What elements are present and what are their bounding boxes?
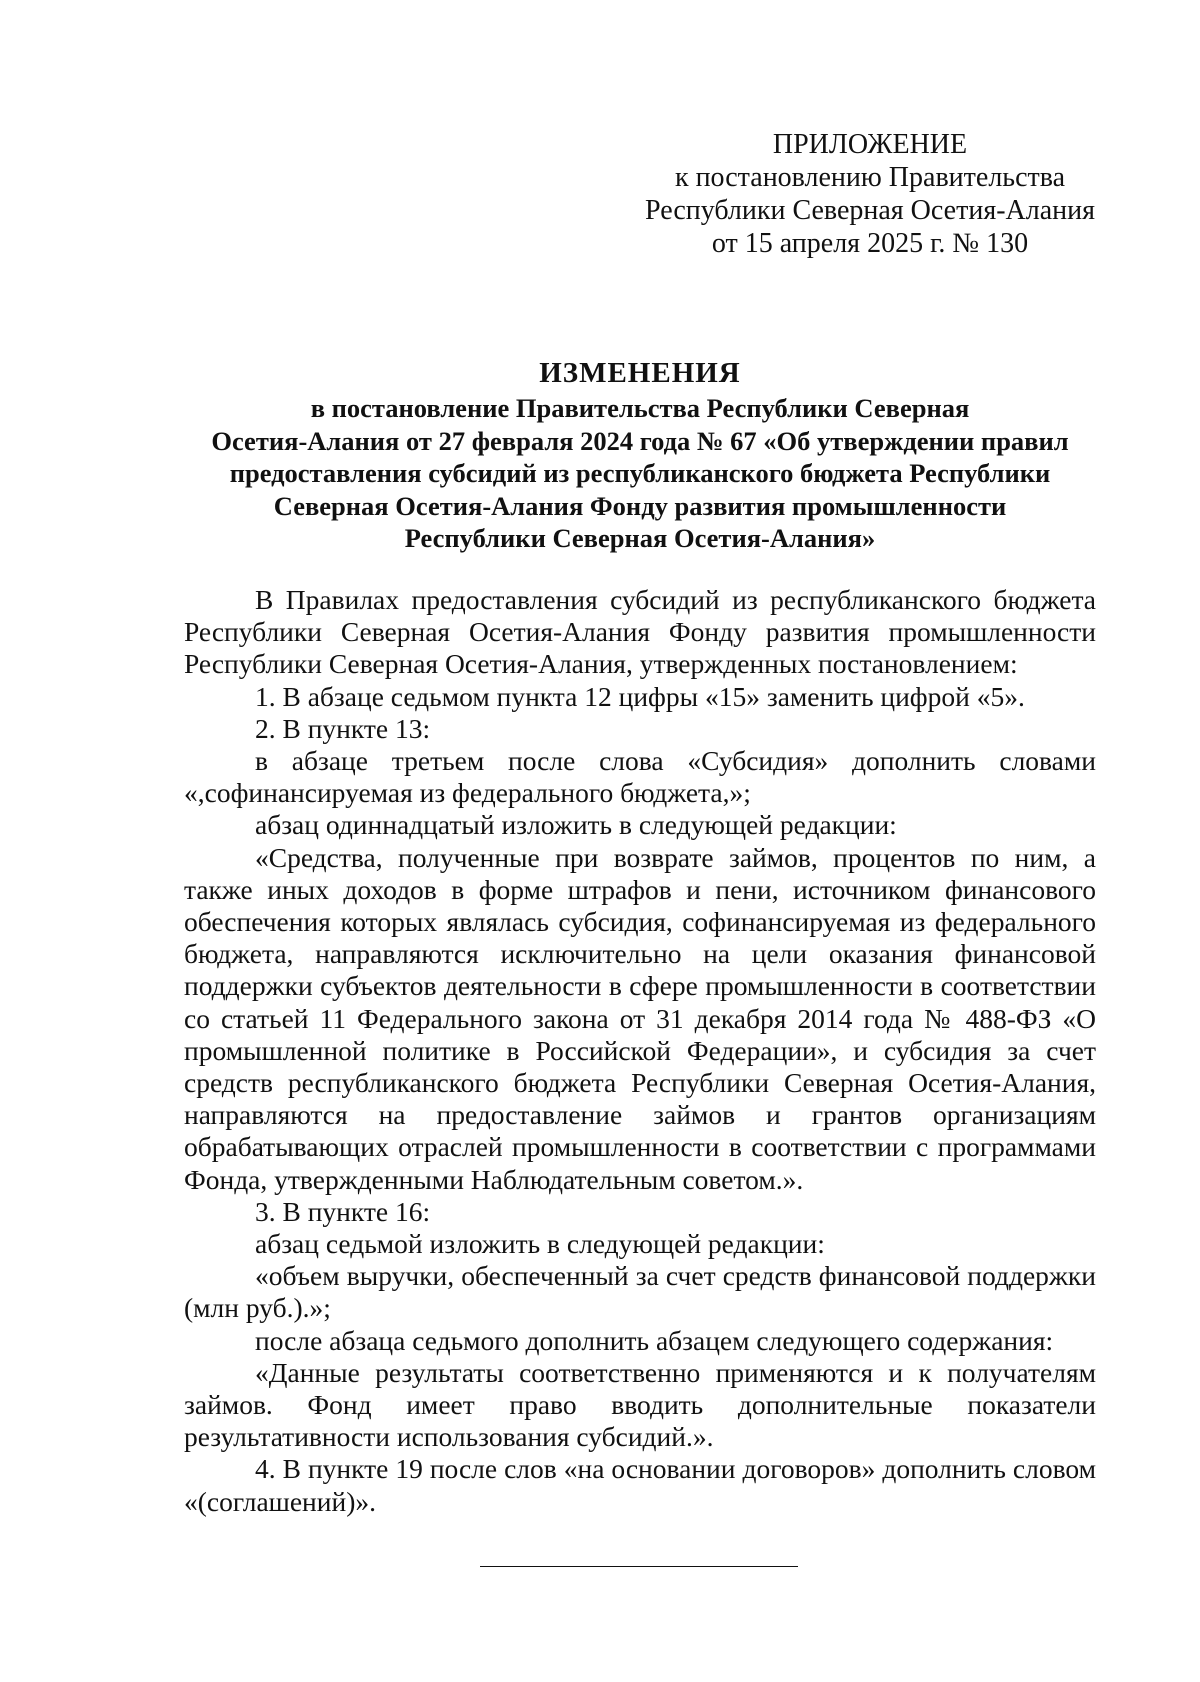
paragraph-item-4: 4. В пункте 19 после слов «на основании договоров» дополнить словом «(соглашений)». bbox=[184, 1453, 1096, 1517]
paragraph: абзац седьмой изложить в следующей редакции: bbox=[255, 1228, 825, 1260]
closing-divider bbox=[480, 1566, 798, 1567]
appendix-republic: Республики Северная Осетия-Алания bbox=[645, 195, 1095, 226]
document-title bbox=[180, 356, 1100, 555]
appendix-header bbox=[640, 128, 1100, 260]
title-line: Северная Осетия-Алания Фонду развития промышленности bbox=[273, 490, 1007, 521]
paragraph-item-2: 2. В пункте 13: bbox=[255, 712, 431, 744]
paragraph: после абзаца седьмого дополнить абзацем следующего содержания: bbox=[255, 1324, 1054, 1356]
paragraph-intro: В Правилах предоставления субсидий из республиканского бюджета Республики Северная Осетия-Алания Фонду развития промышленности Республики Северная Осетия-Алания, утвержденных постановлением: bbox=[184, 584, 1096, 680]
title-line: Республики Северная Осетия-Алания» bbox=[404, 523, 876, 553]
appendix-resolution-ref: к постановлению Правительства bbox=[674, 162, 1066, 193]
paragraph-item-1: 1. В абзаце седьмом пункта 12 цифры «15» заменить цифрой «5». bbox=[255, 680, 1025, 712]
appendix-label: ПРИЛОЖЕНИЕ bbox=[772, 129, 968, 160]
appendix-date-number: от 15 апреля 2025 г. № 130 bbox=[711, 228, 1029, 259]
paragraph-quote: «объем выручки, обеспеченный за счет средств финансовой поддержки (млн руб.).»; bbox=[184, 1260, 1096, 1324]
paragraph: в абзаце третьем после слова «Субсидия» дополнить словами «,софинансируемая из федерального бюджета,»; bbox=[184, 745, 1096, 809]
page-title: ИЗМЕНЕНИЯ bbox=[539, 357, 741, 389]
paragraph: абзац одиннадцатый изложить в следующей редакции: bbox=[255, 809, 897, 841]
document-body bbox=[184, 584, 1096, 1518]
paragraph-quote: «Данные результаты соответственно применяются и к получателям займов. Фонд имеет право вводить дополнительные показатели результативности использования субсидий.». bbox=[184, 1356, 1096, 1453]
title-line: предоставления субсидий из республиканского бюджета Республики bbox=[229, 458, 1051, 488]
paragraph-item-3: 3. В пункте 16: bbox=[255, 1195, 431, 1227]
title-line: в постановление Правительства Республики Северная bbox=[310, 393, 970, 423]
paragraph-quote: «Средства, полученные при возврате займов, процентов по ним, а также иных доходов в форме штрафов и пени, источником финансового обеспечения которых являлась субсидия, софинансируемая из федерального бюджета, направляются исключительно на цели оказания финансовой поддержки субъектов деятельности в сфере промышленности в соответствии со статьей 11 Федерального закона от 31 декабря 2014 года № 488-ФЗ «О промышленной политике в Российской Федерации», и субсидия за счет средств республиканского бюджета Республики Северная Осетия-Алания, направляются на предоставление займов и грантов организациям обрабатывающих отраслей промышленности в соответствии с программами Фонда, утвержденными Наблюдательным советом.». bbox=[184, 841, 1096, 1195]
title-line: Осетия-Алания от 27 февраля 2024 года № 67 «Об утверждении правил bbox=[211, 425, 1069, 456]
